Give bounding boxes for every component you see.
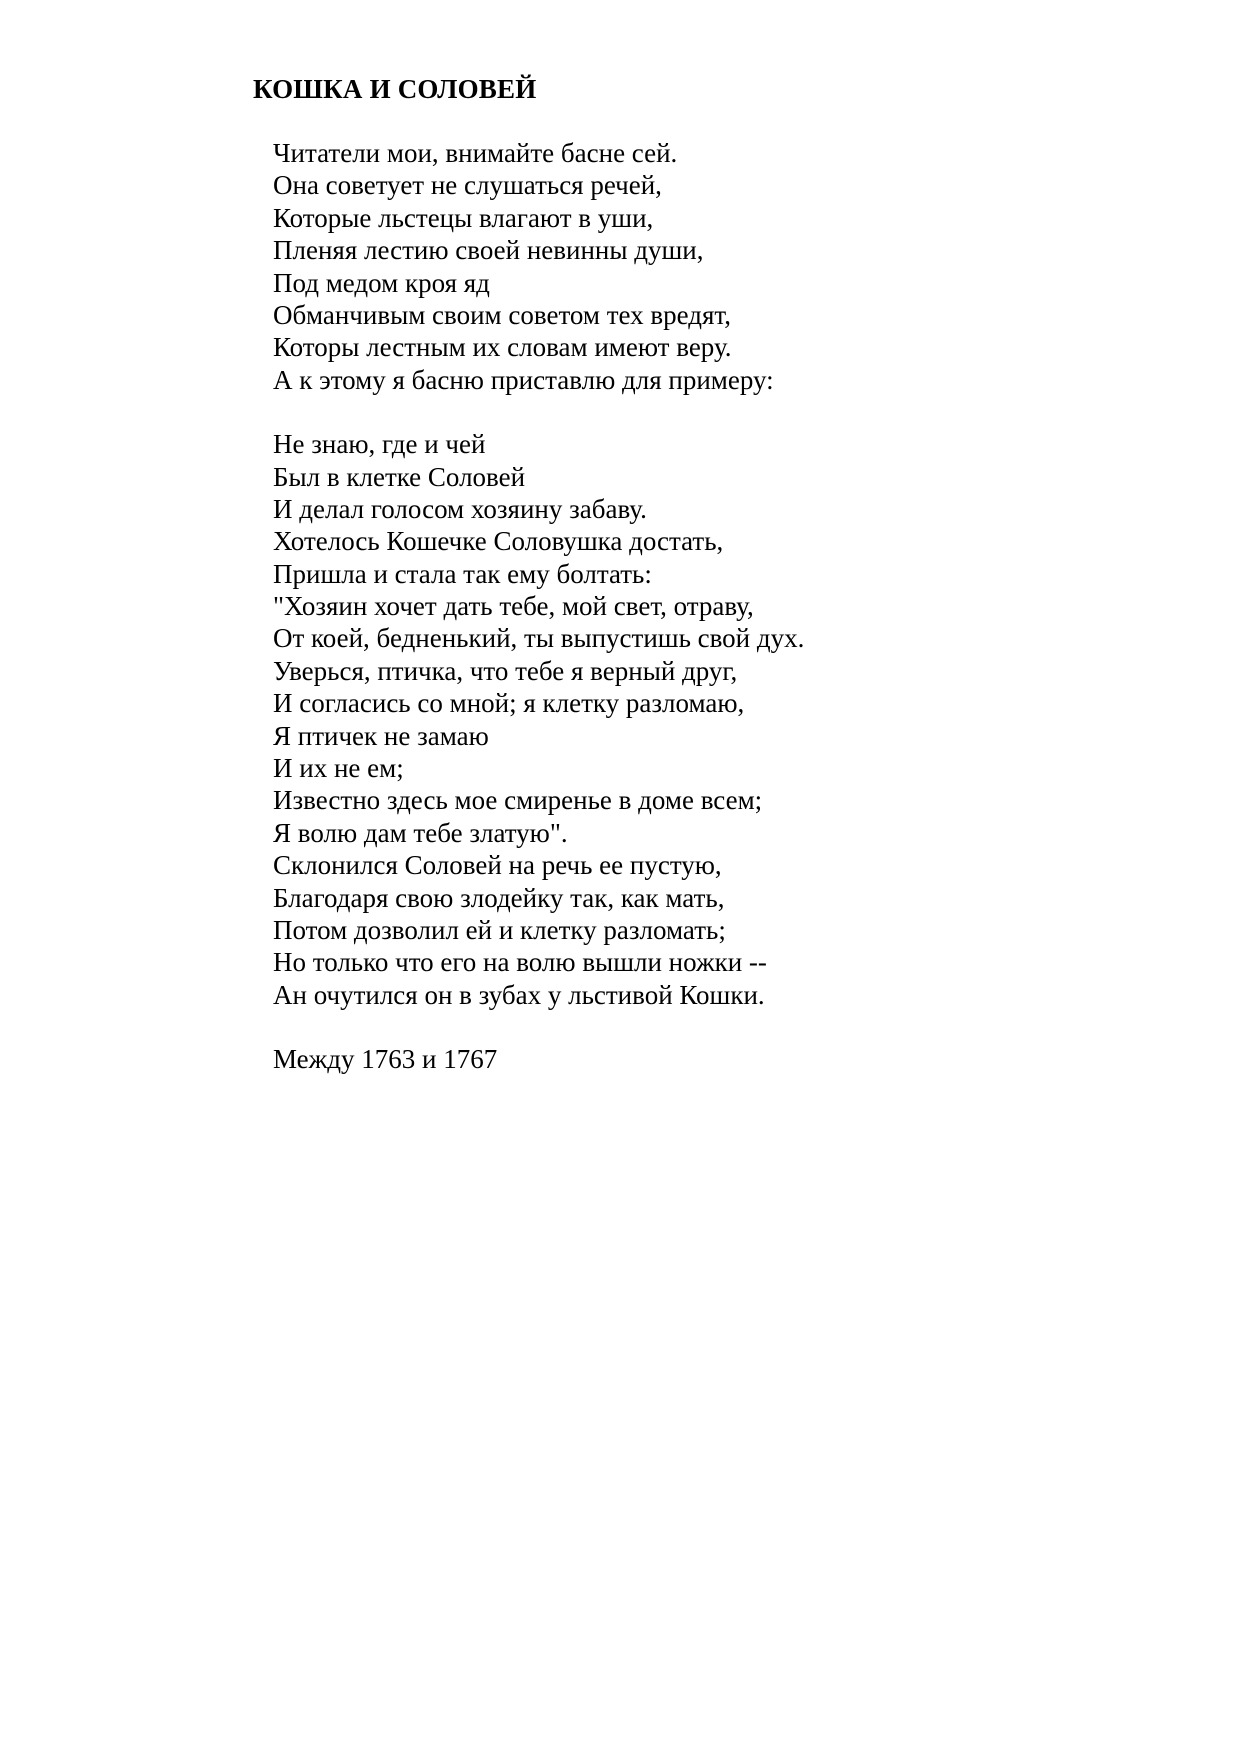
poem-line: Известно здесь мое смиренье в доме всем;	[273, 785, 763, 816]
poem-line: От коей, бедненький, ты выпустишь свой дух.	[273, 623, 805, 654]
poem-line: Благодаря свою злодейку так, как мать,	[273, 882, 725, 913]
poem-line: Я волю дам тебе златую".	[273, 817, 568, 848]
poem-title: КОШКА И СОЛОВЕЙ	[253, 74, 537, 104]
poem-body	[273, 137, 804, 1076]
poem-line: Ан очутился он в зубах у льстивой Кошки.	[273, 979, 765, 1010]
poem-line: Я птичек не замаю	[273, 720, 489, 751]
poem-line: Но только что его на волю вышли ножки --	[273, 947, 767, 978]
poem-line: Был в клетке Соловей	[273, 461, 526, 492]
poem-line: Которые льстецы влагают в уши,	[273, 202, 654, 233]
poem-line: Обманчивым своим советом тех вредят,	[273, 299, 731, 330]
poem-line: Склонился Соловей на речь ее пустую,	[273, 850, 722, 881]
poem-line: Хотелось Кошечке Соловушка достать,	[273, 526, 724, 557]
poem-line: Пленяя лестию своей невинны души,	[273, 235, 704, 266]
poem-line: "Хозяин хочет дать тебе, мой свет, отраву,	[273, 591, 754, 622]
poem-line: Не знаю, где и чей	[273, 429, 486, 460]
stanza-1	[273, 137, 804, 396]
poem-line: Под медом кроя яд	[273, 267, 490, 298]
stanza-2	[273, 428, 804, 1011]
poem-line: Которы лестным их словам имеют веру.	[273, 332, 732, 363]
poem-date: Между 1763 и 1767	[273, 1044, 498, 1075]
poem-line: Уверься, птичка, что тебе я верный друг,	[273, 655, 738, 686]
poem-line: И согласись со мной; я клетку разломаю,	[273, 688, 745, 719]
poem-line: Она советует не слушаться речей,	[273, 170, 662, 201]
poem-line: Пришла и стала так ему болтать:	[273, 558, 652, 589]
poem-line: И их не ем;	[273, 753, 404, 784]
poem-line: Читатели мои, внимайте басне сей.	[273, 138, 678, 168]
poem-line: Потом дозволил ей и клетку разломать;	[273, 914, 726, 945]
poem-line: А к этому я басню приставлю для примеру:	[273, 364, 774, 395]
poem-line: И делал голосом хозяину забаву.	[273, 493, 647, 524]
